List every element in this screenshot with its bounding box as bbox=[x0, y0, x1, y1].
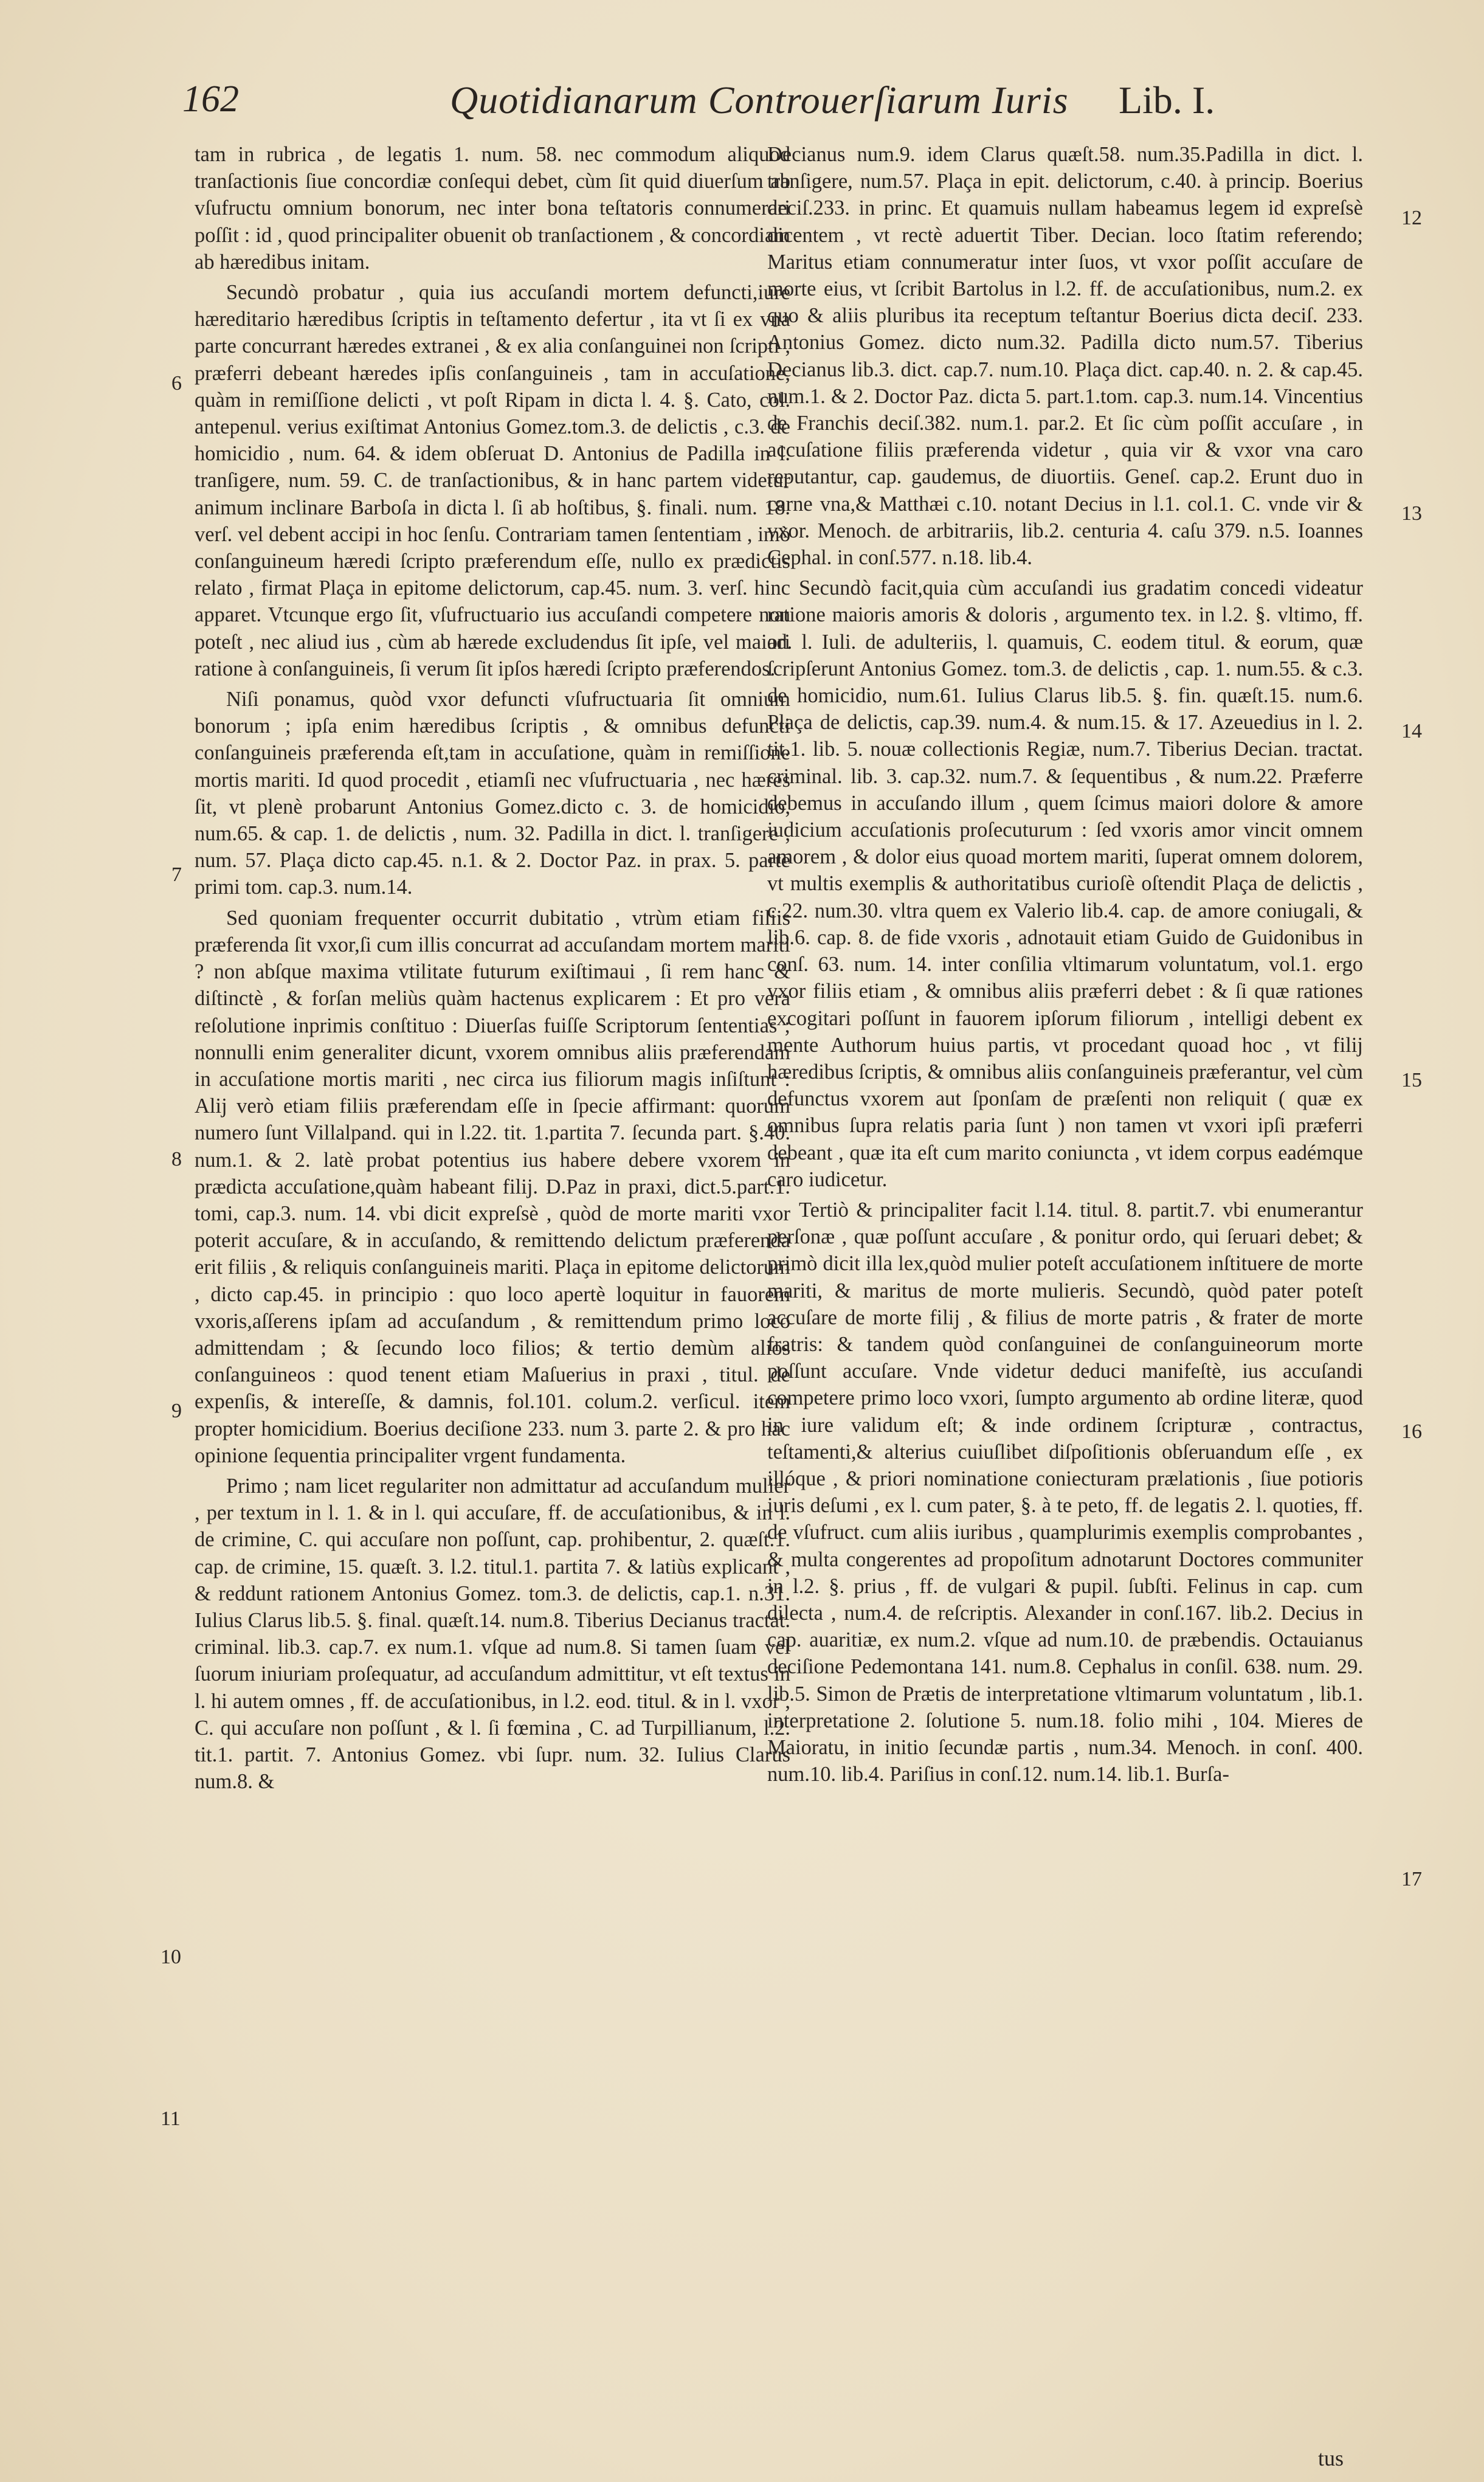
margin-number: 15 bbox=[1401, 1069, 1422, 1091]
page-number: 162 bbox=[182, 78, 239, 120]
paragraph: Decianus num.9. idem Clarus quæſt.58. num.35.Padilla in dict. l. tranſigere, num.57. Plaça in epit. delictorum, c.40. à princip. Boerius deciſ.233. in princ. Et quamuis nullam habeamus legem id expreſsè dicentem , vt rectè aduertit Tiber. Decian. loco ſtatim referendo; Maritus etiam connumeratur inter ſuos, vt vxor poſſit accuſare de morte eius, vt ſcribit Bartolus in l.2. ff. de accuſationibus, num.2. ex quo & aliis pluribus ita receptum teſtantur Boerius dicta deciſ. 233. Antonius Gomez. dicto num.32. Padilla dicto num.57. Tiberius Decianus lib.3. dict. cap.7. num.10. Plaça dict. cap.40. n. 2. & cap.45. num.1. & 2. Doctor Paz. dicta 5. part.1.tom. cap.3. num.14. Vincentius de Franchis deciſ.382. num.1. par.2. Et ſic cùm poſſit accuſare , in accuſatione filiis præferenda videtur , quia vir & vxor vna caro reputantur, cap. gaudemus, de diuortiis. Geneſ. cap.2. Erunt duo in carne vna,& Matthæi c.10. notant Decius in l.1. col.1. C. vnde vir & vxor. Menoch. de arbitrariis, lib.2. centuria 4. caſu 379. n.5. Ioannes Cephal. in conſ.577. n.18. lib.4. bbox=[767, 143, 1363, 570]
book-label: Lib. I. bbox=[1119, 78, 1215, 122]
margin-number: 8 bbox=[171, 1148, 182, 1170]
margin-number: 12 bbox=[1401, 207, 1422, 229]
paragraph: Primo ; nam licet regulariter non admittatur ad accuſandum mulier , per textum in l. 1. & in l. qui accuſare, ff. de accuſationibus, & in l. de crimine, C. qui accuſare non poſſunt, cap. prohibentur, 2. quæſt.1. cap. de crimine, 15. quæſt. 3. l.2. titul.1. partita 7. & latiùs explicant , & reddunt rationem Antonius Gomez. tom.3. de delictis, cap.1. n.31. Iulius Clarus lib.5. §. final. quæſt.14. num.8. Tiberius Decianus tractat. criminal. lib.3. cap.7. ex num.1. vſque ad num.8. Si tamen ſuam vel ſuorum iniuriam proſequatur, ad accuſandum admittitur, vt eſt textus in l. hi autem omnes , ff. de accuſationibus, in l.2. eod. titul. & in l. vxor , C. qui accuſare non poſſunt , & l. ſi fœmina , C. ad Turpillianum, l.2. tit.1. partit. 7. Antonius Gomez. vbi ſupr. num. 32. Iulius Clarus num.8. & bbox=[195, 1474, 790, 1794]
catchword: tus bbox=[1318, 2446, 1344, 2470]
left-column bbox=[195, 141, 790, 2427]
running-title: Quotidianarum Controuerſiarum Iuris bbox=[450, 78, 1069, 122]
margin-number: 7 bbox=[171, 863, 182, 886]
paragraph: tam in rubrica , de legatis 1. num. 58. nec commodum aliquod tranſactionis ſiue concordiæ conſequi debet, cùm ſit quid diuerſum ab vſufructu omnium bonorum, nec inter bona teſtatoris connumerari poſſit : id , quod principaliter obuenit ob tranſactionem , & concordiam ab hæredibus initam. bbox=[195, 143, 790, 274]
paragraph: Sed quoniam frequenter occurrit dubitatio , vtrùm etiam filiis præferenda ſit vxor,ſi cum illis concurrat ad accuſandam mortem mariti ? non abſque maxima vtilitate futurum exiſtimaui , ſi rem hanc & diſtinctè , & forſan meliùs quàm hactenus explicarem : Et pro vera reſolutione inprimis conſtituo : Diuerſas fuiſſe Scriptorum ſententias ; nonnulli enim generaliter dicunt, vxorem omnibus aliis præferendam in accuſatione mortis mariti , nec circa ius filiorum magis inſiſtunt : Alij verò etiam filiis præferendam eſſe in ſpecie affirmant: quorum numero ſunt Villalpand. qui in l.22. tit. 1.partita 7. ſecunda part. §.40. num.1. & 2. latè probat potentius ius habere debere vxorem in prædicta accuſatione,quàm habeant filij. D.Paz in praxi, dict.5.part.1. tomi, cap.3. num. 14. vbi dicit expreſsè , quòd de morte mariti vxor poterit accuſare, & in accuſando, & remittendo delictum præferenda erit filiis , & reliquis conſanguineis mariti. Plaça in epitome delictorum , dicto cap.45. in principio : quo loco apertè loquitur in fauorem vxoris,aſſerens ipſam ad accuſandum , & remittendum primo loco admittendam ; & ſecundo loco filios; & tertio demùm alios conſanguineos : quod tenent etiam Maſuerius in praxi , titul. de expenſis, & intereſſe, & damnis, fol.101. colum.2. verſicul. item propter homicidium. Boerius deciſione 233. num 3. parte 2. & pro hac opinione ſequentia principaliter vrgent fundamenta. bbox=[195, 906, 790, 1467]
running-header bbox=[182, 78, 1228, 126]
margin-number: 17 bbox=[1401, 1868, 1422, 1890]
margin-number: 14 bbox=[1401, 720, 1422, 742]
margin-number: 16 bbox=[1401, 1420, 1422, 1443]
paragraph: Secundò probatur , quia ius accuſandi mortem defuncti,iure hæreditario hæredibus ſcriptis in teſtamento defertur , ita vt ſi ex vna parte concurrant hæredes extranei , & ex alia conſanguinei non ſcripti , præferri debeant hæredes ipſis conſanguineis , tam in accuſatione, quàm in remiſſione delicti , vt poſt Ripam in dicta l. 4. §. Cato, col. antepenul. verius exiſtimat Antonius Gomez.tom.3. de delictis , c.3. de homicidio , num. 64. & idem obſeruat D. Antonius de Padilla in l. tranſigere, num. 59. C. de tranſactionibus, & in hanc partem videtur animum inclinare Barboſa in dicta l. ſi ab hoſtibus, §. finali. num. 18. verſ. vel debent accipi in hoc ſenſu. Contrariam tamen ſententiam , imò conſanguineum hæredi ſcripto præferendum eſſe, nullo ex prædictis relato , firmat Plaça in epitome delictorum, cap.45. num. 3. verſ. hinc apparet. Vtcunque ergo ſit, vſufructuario ius accuſandi competere non poteſt , nec aliud ius , cùm ab hærede excludendus ſit ipſe, vel maiori ratione à conſanguineis, ſi verum ſit ipſos hæredi ſcripto præferendos. bbox=[195, 281, 790, 680]
margin-number: 6 bbox=[171, 372, 182, 395]
margin-number: 13 bbox=[1401, 502, 1422, 525]
paragraph: Niſi ponamus, quòd vxor defuncti vſufructuaria ſit omnium bonorum ; ipſa enim hæredibus ſcriptis , & omnibus defuncti conſanguineis præferenda eſt,tam in accuſatione, quàm in remiſſione mortis mariti. Id quod procedit , etiamſi nec vſufructuaria , nec hæres ſit, vt plenè probarunt Antonius Gomez.dicto c. 3. de homicidio, num.65. & cap. 1. de delictis , num. 32. Padilla in dict. l. tranſigere , num. 57. Plaça dicto cap.45. n.1. & 2. Doctor Paz. in prax. 5. parte primi tom. cap.3. num.14. bbox=[195, 688, 790, 899]
paragraph: Secundò facit,quia cùm accuſandi ius gradatim concedi videatur ratione maioris amoris & doloris , argumento tex. in l.2. §. vltimo, ff. ad. l. Iuli. de adulteriis, l. quamuis, C. eodem titul. & eorum, quæ ſcripſerunt Antonius Gomez. tom.3. de delictis , cap. 1. num.55. & c.3. de homicidio, num.61. Iulius Clarus lib.5. §. fin. quæſt.15. num.6. Plaça de delictis, cap.39. num.4. & num.15. & 17. Azeuedius in l. 2. tit.1. lib. 5. nouæ collectionis Regiæ, num.7. Tiberius Decian. tractat. criminal. lib. 3. cap.32. num.7. & ſequentibus , & num.22. Præferre debemus in accuſando illum , quem ſcimus maiori dolore & amore iudicium accuſationis proſecuturum : ſed vxoris amor vincit omnem amorem , & dolor eius quoad mortem mariti, ſuperat omnem dolorem, vt multis exemplis & authoritatibus curioſè oſtendit Plaça de delictis , c.22. num.30. vltra quem ex Valerio lib.4. cap. de amore coniugali, & lib.6. cap. 8. de fide vxoris , adnotauit etiam Guido de Guidonibus in conſ. 63. num. 14. inter conſilia vltimarum voluntatum, vol.1. ergo vxor filiis etiam , & omnibus aliis præferri debet : & ſi quæ rationes excogitari poſſunt in fauorem ipſorum filiorum , intelligi debent ex mente Authorum huius partis, vt procedant quoad hoc , vt filij hæredibus ſcriptis, & omnibus aliis conſanguineis præferantur, vel cùm defunctus vxorem aut ſponſam de præſenti non reliquit ( quæ ex omnibus ſupra relatis paria ſunt ) non tamen vt vxori ipſi præferri debeant , quæ ita eſt cum marito coniuncta , vt idem corpus eadémque caro iudicetur. bbox=[767, 576, 1363, 1191]
margin-number: 11 bbox=[160, 2107, 181, 2130]
right-column bbox=[767, 141, 1363, 2427]
margin-number: 9 bbox=[171, 1400, 182, 1422]
margin-number: 10 bbox=[160, 1946, 181, 1968]
paragraph: Tertiò & principaliter facit l.14. titul. 8. partit.7. vbi enumerantur perſonæ , quæ poſſunt accuſare , & ponitur ordo, qui ſeruari debet; & primò dicit illa lex,quòd mulier poteſt accuſationem inſtituere de morte mariti, & maritus de morte mulieris. Secundò, quòd pater poteſt accuſare de morte filij , & filius de morte patris , & frater de morte fratris: & tandem quòd conſanguinei de conſanguineorum morte poſſunt accuſare. Vnde videtur deduci manifeſtè, ius accuſandi competere primo loco vxori, ſumpto argumento ab ordine literæ, quod in iure validum eſt; & inde ordinem ſcripturæ , contractus, teſtamenti,& alterius cuiuſlibet diſpoſitionis obſeruandum eſſe , ex illóque , & priori nominatione coniecturam prælationis , ſiue potioris iuris deſumi , ex l. cum pater, §. à te peto, ff. de legatis 2. l. quoties, ff. de vſufruct. cum aliis iuribus , quamplurimis exemplis comprobantes , & multa congerentes ad propoſitum adnotarunt Doctores communiter in l.2. §. prius , ff. de vulgari & pupil. ſubſti. Felinus in cap. cum dilecta , num.4. de reſcriptis. Alexander in conſ.167. lib.2. Decius in cap. auaritiæ, ex num.2. vſque ad num.10. de præbendis. Octauianus deciſione Pedemontana 141. num.8. Cephalus in conſil. 638. num. 29. lib.5. Simon de Prætis de interpretatione vltimarum voluntatum , lib.1. interpretatione 2. ſolutione 5. num.18. folio mihi , 104. Mieres de Maioratu, in initio ſecundæ partis , num.34. Menoch. in conſ. 400. num.10. lib.4. Pariſius in conſ.12. num.14. lib.1. Burſa- bbox=[767, 1198, 1363, 1786]
